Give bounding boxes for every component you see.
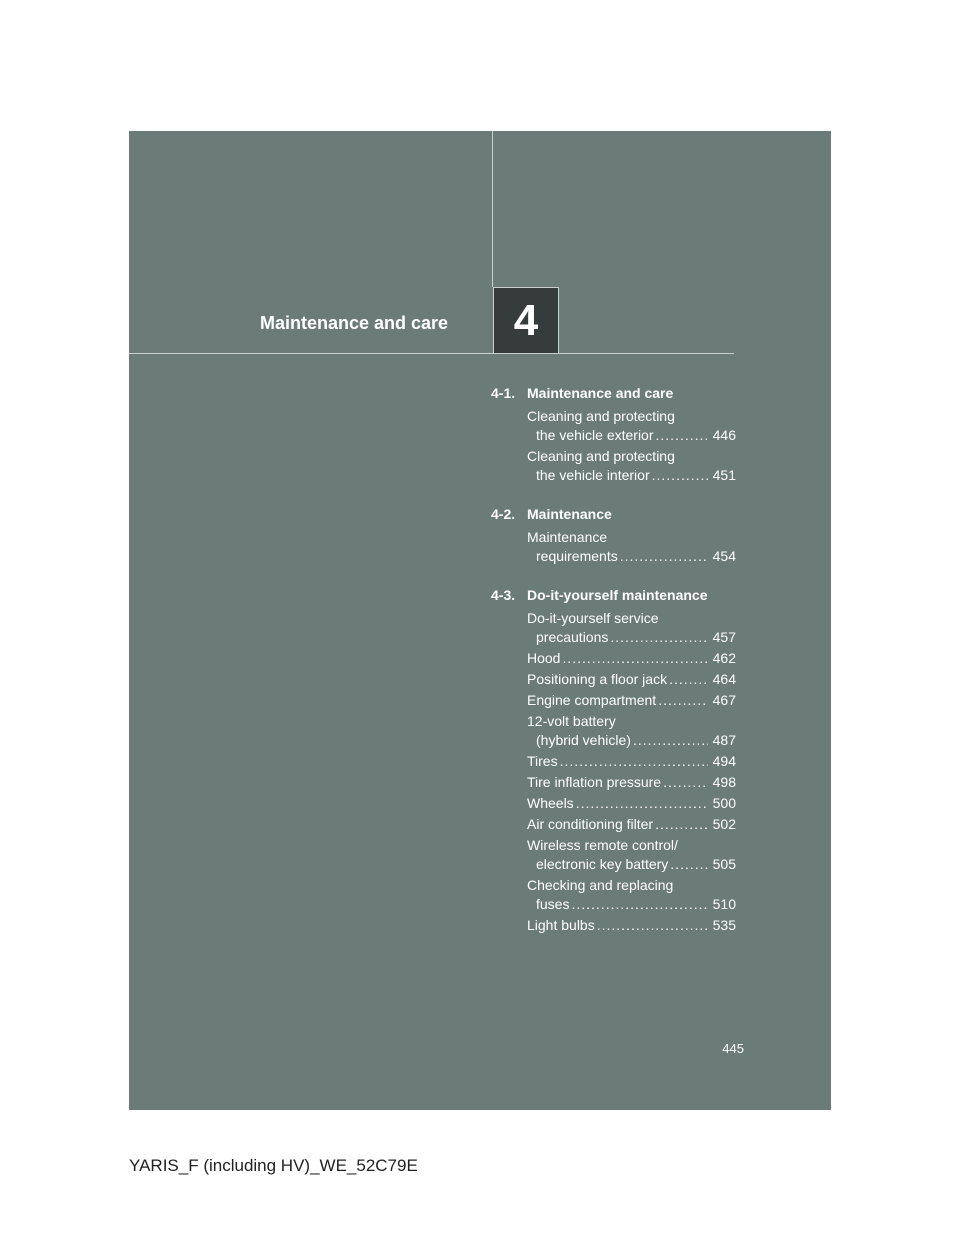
toc-entry-page: 510	[712, 896, 736, 912]
toc-entry-label: Cleaning and protecting	[527, 448, 675, 464]
toc-entry-line	[527, 895, 736, 914]
section-number: 4-2.	[491, 506, 516, 522]
toc-entry-line	[527, 528, 736, 547]
toc-entry-line	[527, 815, 736, 834]
toc-entry-label: Tires	[527, 753, 558, 769]
toc-entry-line	[527, 447, 736, 466]
toc-entry[interactable]	[491, 670, 736, 689]
dot-leader	[670, 855, 707, 874]
toc-entry-line	[527, 691, 736, 710]
toc-entry-page: 464	[712, 671, 736, 687]
toc-entry-label: fuses	[536, 896, 570, 912]
toc-entry-label: (hybrid vehicle)	[536, 732, 631, 748]
toc-section	[491, 384, 736, 485]
toc-entry-line	[527, 836, 736, 855]
section-title: Maintenance	[527, 506, 612, 522]
toc-entry-line	[527, 712, 736, 731]
toc-section	[491, 586, 736, 935]
toc-entry-page: 462	[712, 650, 736, 666]
dot-leader	[633, 731, 708, 750]
toc-entry-label: requirements	[536, 548, 618, 564]
toc-entry[interactable]	[491, 773, 736, 792]
toc-entry-label: precautions	[536, 629, 609, 645]
toc-entry-page: 467	[712, 692, 736, 708]
toc-entry-page: 487	[712, 732, 736, 748]
dot-leader	[663, 773, 708, 792]
dot-leader	[597, 916, 708, 935]
dot-leader	[655, 815, 708, 834]
toc-entry-line	[527, 407, 736, 426]
toc-entry[interactable]	[491, 609, 736, 647]
toc-entry-label: Wheels	[527, 795, 574, 811]
dot-leader	[658, 691, 707, 710]
toc-entry[interactable]	[491, 794, 736, 813]
toc-entry-line	[527, 855, 736, 874]
dot-leader	[610, 628, 707, 647]
section-title: Do-it-yourself maintenance	[527, 587, 708, 603]
chapter-title: Maintenance and care	[260, 313, 449, 333]
toc-entry[interactable]	[491, 752, 736, 771]
toc-entry-line	[527, 670, 736, 689]
toc-entry-line	[527, 752, 736, 771]
dot-leader	[620, 547, 708, 566]
toc-entry-label: electronic key battery	[536, 856, 669, 872]
toc-section	[491, 505, 736, 566]
toc-entry-page: 505	[712, 856, 736, 872]
toc-entry-line	[527, 547, 736, 566]
toc-entry-label: Do-it-yourself service	[527, 610, 659, 626]
toc-entry-line	[527, 649, 736, 668]
toc-entry-line	[527, 426, 736, 445]
page-number: 445	[722, 1041, 744, 1056]
toc-entry[interactable]	[491, 447, 736, 485]
toc-entry-label: Checking and replacing	[527, 877, 674, 893]
toc-entry-label: Engine compartment	[527, 692, 657, 708]
toc-entry-line	[527, 876, 736, 895]
toc-entry[interactable]	[491, 649, 736, 668]
chapter-number-box: 4	[493, 287, 559, 353]
toc-entry-line	[527, 794, 736, 813]
toc-entry-label: 12-volt battery	[527, 713, 616, 729]
toc-section-heading	[491, 505, 736, 524]
dot-leader	[652, 466, 708, 485]
toc-entry-label: the vehicle interior	[536, 467, 650, 483]
toc-entry[interactable]	[491, 916, 736, 935]
toc-entry-line	[527, 916, 736, 935]
document-footer: YARIS_F (including HV)_WE_52C79E	[129, 1156, 418, 1175]
dot-leader	[560, 752, 708, 771]
toc-entry[interactable]	[491, 712, 736, 750]
toc-entry-page: 454	[712, 548, 736, 564]
toc-entry-line	[527, 628, 736, 647]
divider-vertical	[492, 131, 493, 287]
toc-entry-line	[527, 466, 736, 485]
toc-entry-label: the vehicle exterior	[536, 427, 654, 443]
toc-section-heading	[491, 586, 736, 605]
toc-entry-page: 494	[712, 753, 736, 769]
toc-entry-line	[527, 609, 736, 628]
section-number: 4-1.	[491, 385, 516, 401]
toc-entry-label: Positioning a floor jack	[527, 671, 668, 687]
dot-leader	[656, 426, 708, 445]
section-title: Maintenance and care	[527, 385, 674, 401]
toc-entry-page: 498	[712, 774, 736, 790]
toc-entry-page: 457	[712, 629, 736, 645]
toc-entry-label: Light bulbs	[527, 917, 595, 933]
toc-entry-label: Tire inflation pressure	[527, 774, 662, 790]
toc-entry-label: Maintenance	[527, 529, 608, 545]
toc-entry-label: Air conditioning filter	[527, 816, 654, 832]
toc-entry-page: 535	[712, 917, 736, 933]
toc-section-heading	[491, 384, 736, 403]
dot-leader	[571, 895, 707, 914]
toc-entry-line	[527, 731, 736, 750]
dot-leader	[576, 794, 708, 813]
dot-leader	[562, 649, 707, 668]
dot-leader	[669, 670, 708, 689]
toc-entry[interactable]	[491, 876, 736, 914]
toc-entry-line	[527, 773, 736, 792]
toc-entry[interactable]	[491, 407, 736, 445]
toc-entry[interactable]	[491, 836, 736, 874]
toc-entry-label: Cleaning and protecting	[527, 408, 675, 424]
section-number: 4-3.	[491, 587, 516, 603]
table-of-contents	[491, 384, 736, 955]
toc-entry-page: 446	[712, 427, 736, 443]
toc-entry[interactable]	[491, 815, 736, 834]
toc-entry-label: Hood	[527, 650, 561, 666]
divider-horizontal	[129, 353, 734, 354]
toc-entry-page: 502	[712, 816, 736, 832]
toc-entry[interactable]	[491, 691, 736, 710]
toc-entry[interactable]	[491, 528, 736, 566]
toc-entry-page: 500	[712, 795, 736, 811]
toc-entry-label: Wireless remote control/	[527, 837, 678, 853]
toc-entry-page: 451	[712, 467, 736, 483]
